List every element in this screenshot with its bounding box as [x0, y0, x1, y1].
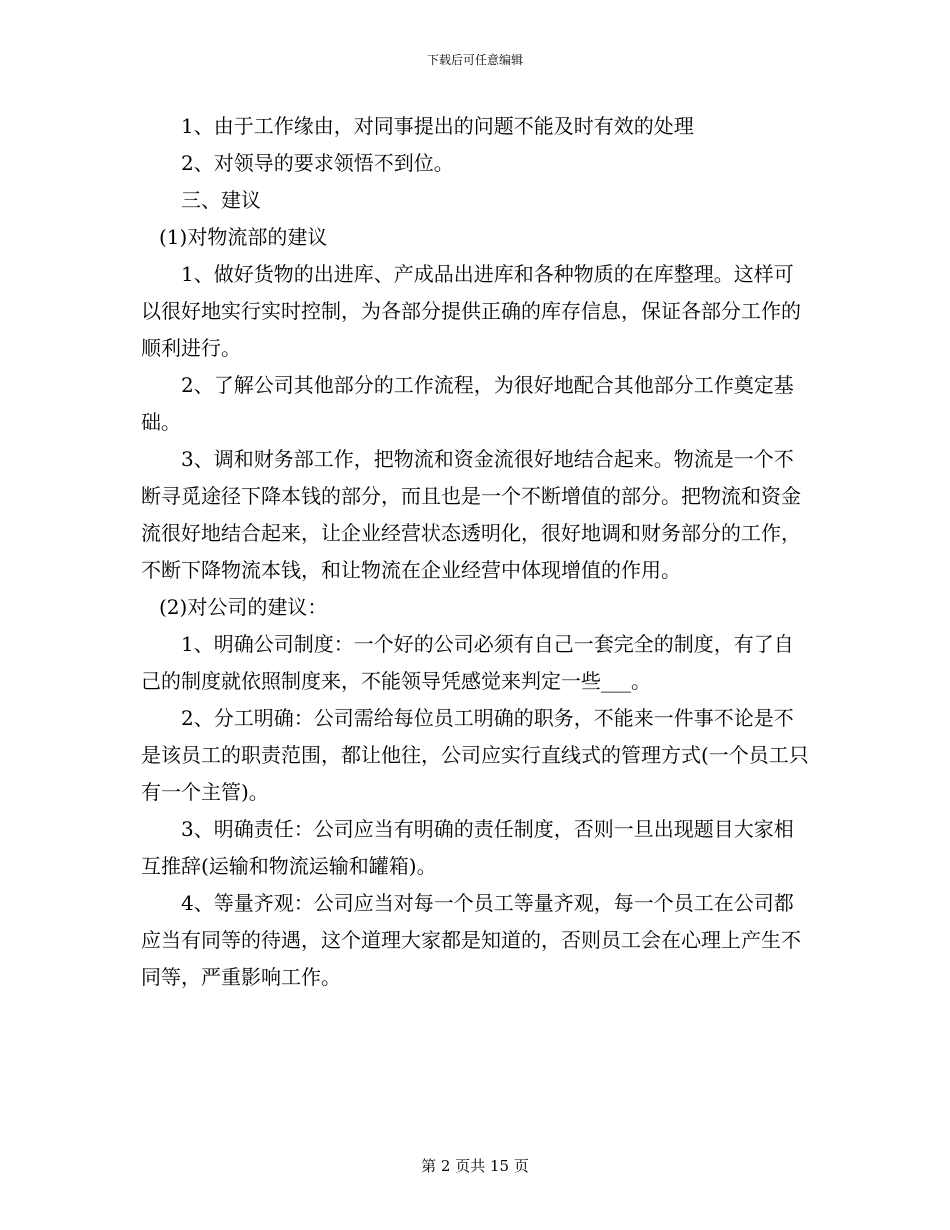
- section-heading-suggestions: 三、建议: [181, 188, 261, 212]
- page-header-note: 下载后可任意编辑: [426, 53, 523, 67]
- paragraph-logistics-1: 1、做好货物的出进库、产成品出进库和各种物质的在库整理。这样可以很好地实行实时控制，为各部分提供正确的库存信息，保证各部分工作的顺利进行。: [141, 262, 801, 360]
- paragraph-company-3: 3、明确责任：公司应当有明确的责任制度，否则一旦出现题目大家相互推辞(运输和物流运输和罐箱)。: [141, 817, 794, 878]
- paragraph-issue-1: 1、由于工作缘由，对同事提出的问题不能及时有效的处理: [181, 114, 694, 138]
- paragraph-logistics-3: 3、调和财务部工作，把物流和资金流很好地结合起来。物流是一个不断寻觅途径下降本钱的部分，而且也是一个不断增值的部分。把物流和资金流很好地结合起来，让企业经营状态透明化，很好地调和财务部分的工作，不断下降物流本钱，和让物流在企业经营中体现增值的作用。: [141, 447, 801, 582]
- page-number: 第 2 页共 15 页: [421, 1157, 529, 1175]
- subheading-logistics-suggestions: (1)对物流部的建议: [159, 225, 328, 249]
- paragraph-company-4: 4、等量齐观：公司应当对每一个员工等量齐观，每一个员工在公司都应当有同等的待遇，这个道理大家都是知道的，否则员工会在心理上产生不同等，严重影响工作。: [141, 891, 801, 989]
- paragraph-company-1: 1、明确公司制度：一个好的公司必须有自己一套完全的制度，有了自己的制度就依照制度来，不能领导凭感觉来判定一些___。: [141, 632, 794, 693]
- paragraph-issue-2: 2、对领导的要求领悟不到位。: [181, 151, 454, 175]
- subheading-company-suggestions: (2)对公司的建议：: [159, 595, 328, 619]
- document-body: [141, 108, 811, 996]
- paragraph-logistics-2: 2、了解公司其他部分的工作流程，为很好地配合其他部分工作奠定基础。: [141, 373, 794, 434]
- paragraph-company-2: 2、分工明确：公司需给每位员工明确的职务，不能来一件事不论是不是该员工的职责范围，都让他往，公司应实行直线式的管理方式(一个员工只有一个主管)。: [141, 706, 809, 804]
